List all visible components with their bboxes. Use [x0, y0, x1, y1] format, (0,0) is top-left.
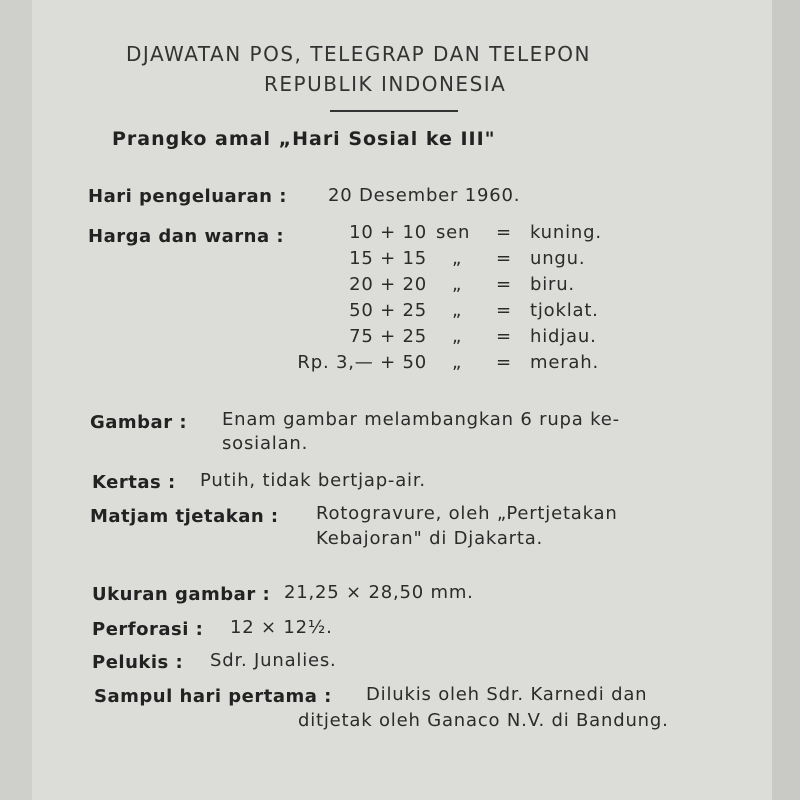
document-page	[32, 0, 772, 800]
price-unit: „	[452, 352, 463, 373]
kertas-value: Putih, tidak bertjap-air.	[200, 470, 426, 491]
gambar-line-1: Enam gambar melambangkan 6 rupa ke-	[222, 409, 620, 430]
pelukis-value: Sdr. Junalies.	[210, 650, 337, 671]
matjam-line-2: Kebajoran" di Djakarta.	[316, 528, 544, 549]
matjam-line-1: Rotogravure, oleh „Pertjetakan	[316, 503, 618, 524]
sampul-label: Sampul hari pertama :	[94, 686, 332, 707]
price-equals: =	[496, 300, 512, 321]
price-color: hidjau.	[530, 326, 597, 347]
price-amount: 75 + 25	[349, 326, 427, 347]
gambar-line-2: sosialan.	[222, 433, 309, 454]
price-color: ungu.	[530, 248, 586, 269]
sampul-line-2: ditjetak oleh Ganaco N.V. di Bandung.	[298, 710, 669, 731]
header-divider	[330, 110, 458, 112]
subtitle: Prangko amal „Hari Sosial ke III"	[112, 128, 496, 150]
kertas-label: Kertas :	[92, 472, 176, 493]
price-amount: 10 + 10	[349, 222, 427, 243]
issue-date-label: Hari pengeluaran :	[88, 186, 287, 207]
issue-date-value: 20 Desember 1960.	[328, 185, 521, 206]
price-unit: sen	[436, 222, 471, 243]
ukuran-label: Ukuran gambar :	[92, 584, 271, 605]
price-color: merah.	[530, 352, 599, 373]
perforasi-value: 12 × 12½.	[230, 617, 333, 638]
header-line-2: REPUBLIK INDONESIA	[264, 72, 507, 96]
price-unit: „	[452, 248, 463, 269]
page-edge	[772, 0, 800, 800]
price-amount: 50 + 25	[349, 300, 427, 321]
price-amount: 20 + 20	[349, 274, 427, 295]
price-equals: =	[496, 222, 512, 243]
sampul-line-1: Dilukis oleh Sdr. Karnedi dan	[366, 684, 648, 705]
price-color: kuning.	[530, 222, 602, 243]
price-amount: Rp. 3,— + 50	[297, 352, 427, 373]
price-color: tjoklat.	[530, 300, 599, 321]
pelukis-label: Pelukis :	[92, 652, 184, 673]
ukuran-value: 21,25 × 28,50 mm.	[284, 582, 474, 603]
price-amount: 15 + 15	[349, 248, 427, 269]
price-equals: =	[496, 352, 512, 373]
perforasi-label: Perforasi :	[92, 619, 204, 640]
gambar-label: Gambar :	[90, 412, 188, 433]
price-unit: „	[452, 326, 463, 347]
price-unit: „	[452, 274, 463, 295]
price-equals: =	[496, 248, 512, 269]
prices-label: Harga dan warna :	[88, 226, 285, 247]
price-unit: „	[452, 300, 463, 321]
price-equals: =	[496, 326, 512, 347]
matjam-label: Matjam tjetakan :	[90, 506, 279, 527]
price-color: biru.	[530, 274, 575, 295]
header-line-1: DJAWATAN POS, TELEGRAP DAN TELEPON	[126, 42, 591, 66]
price-equals: =	[496, 274, 512, 295]
